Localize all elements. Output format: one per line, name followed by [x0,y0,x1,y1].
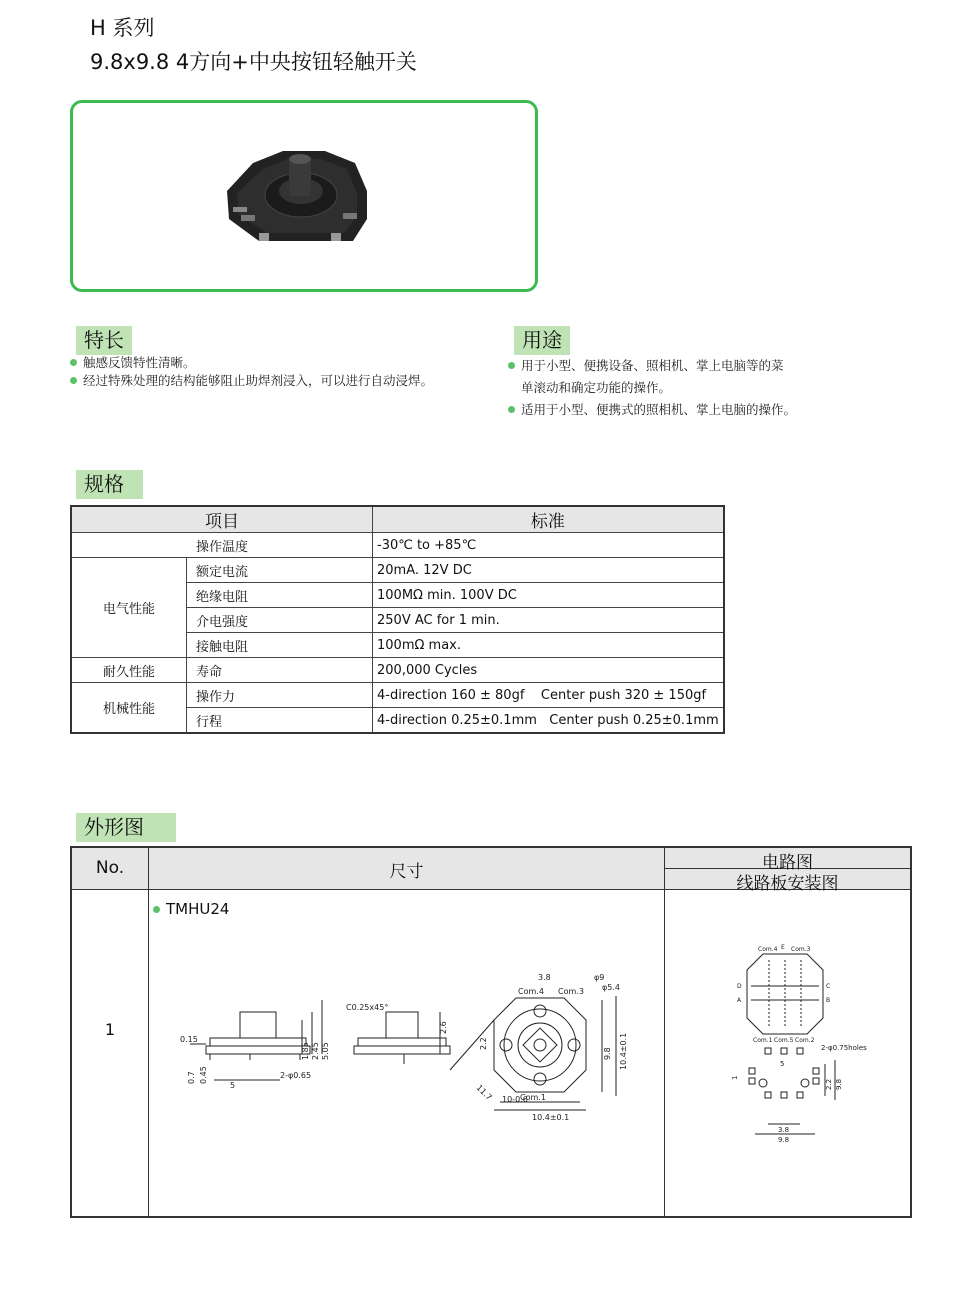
dimension-drawing [150,960,650,1130]
col-divider-2 [664,848,665,1216]
insulation-value: 100MΩ min. 100V DC [373,583,724,608]
life-value: 200,000 Cycles [373,658,724,683]
row-number: 1 [104,1020,116,1039]
model-label: TMHU24 [153,900,229,918]
contact-label: 接触电阻 [187,633,373,658]
svg-text:2-φ0.65: 2-φ0.65 [280,1071,312,1080]
svg-text:10-0.6: 10-0.6 [502,1095,528,1104]
svg-text:5.05: 5.05 [321,1042,330,1060]
svg-text:5: 5 [230,1081,236,1090]
svg-text:2.6: 2.6 [439,1021,448,1034]
product-photo [73,103,535,289]
rated-current-label: 额定电流 [187,558,373,583]
feature-item: 触感反馈特性清晰。 [70,352,433,374]
col-circuit-header: 电路图 [762,853,813,873]
contact-value: 100mΩ max. [373,633,724,658]
svg-text:D: D [737,983,742,990]
svg-text:1.85: 1.85 [301,1042,310,1060]
svg-text:10.4±0.1: 10.4±0.1 [532,1113,570,1122]
spec-table [70,505,725,734]
op-temp-value: -30℃ to +85℃ [373,533,724,558]
svg-text:2.2: 2.2 [479,1037,488,1050]
col-no-header: No. [95,858,125,878]
svg-text:Com.4: Com.4 [758,946,778,953]
svg-text:2.45: 2.45 [311,1042,320,1060]
force-value: 4-direction 160 ± 80gf Center push 320 ± 150gf [373,683,724,708]
svg-text:Com.1: Com.1 [520,1093,546,1102]
svg-text:Com.1: Com.1 [753,1037,773,1044]
dielectric-value: 250V AC for 1 min. [373,608,724,633]
svg-text:0.15: 0.15 [180,1035,198,1044]
uses-list [508,355,796,421]
svg-text:0.45: 0.45 [199,1066,208,1084]
features-list [70,352,433,392]
svg-text:C: C [826,983,831,990]
travel-value: 4-direction 0.25±0.1mm Center push 0.25±0.1mm [373,708,724,734]
product-subtitle: 9.8x9.8 4方向+中央按钮轻触开关 [90,50,417,74]
use-item-cont: 单滚动和确定功能的操作。 [521,380,672,395]
svg-text:1: 1 [731,1075,739,1080]
mech-group: 机械性能 [71,683,187,734]
circuit-pcb-drawing [725,940,885,1145]
series-title: H 系列 [90,16,155,40]
svg-text:3.8: 3.8 [538,973,551,982]
svg-text:2.2: 2.2 [825,1078,833,1090]
bullet-icon [153,906,160,913]
col-size-header: 尺寸 [389,862,424,882]
spec-tag: 规格 [76,470,143,499]
col-pcb-header: 线路板安装图 [736,874,839,894]
travel-label: 行程 [187,708,373,734]
force-label: 操作力 [187,683,373,708]
svg-text:φ9: φ9 [594,973,605,982]
svg-text:Com.4: Com.4 [518,987,544,996]
product-photo-frame [70,100,538,292]
insulation-label: 绝缘电阻 [187,583,373,608]
svg-text:11.7: 11.7 [474,1083,494,1103]
svg-text:0.7: 0.7 [187,1071,196,1084]
svg-text:φ5.4: φ5.4 [602,983,620,992]
svg-text:Com.3: Com.3 [558,987,584,996]
svg-text:Com.5: Com.5 [774,1037,794,1044]
svg-text:5: 5 [780,1060,785,1068]
svg-text:9.8: 9.8 [603,1047,612,1060]
feature-item: 经过特殊处理的结构能够阻止助焊剂浸入，可以进行自动浸焊。 [70,370,433,392]
svg-text:9.8: 9.8 [778,1136,790,1144]
bullet-icon [70,359,77,366]
bullet-icon [508,362,515,369]
outline-tag: 外形图 [76,813,176,842]
rated-current-value: 20mA. 12V DC [373,558,724,583]
svg-text:10.4±0.1: 10.4±0.1 [619,1032,628,1070]
op-temp-label: 操作温度 [71,533,373,558]
svg-text:2-φ0.75holes: 2-φ0.75holes [821,1044,867,1052]
svg-text:C0.25x45°: C0.25x45° [346,1003,389,1012]
uses-tag: 用途 [514,326,570,355]
bullet-icon [70,377,77,384]
svg-text:9.8: 9.8 [835,1078,843,1090]
svg-text:E: E [781,944,785,951]
durability-group: 耐久性能 [71,658,187,683]
elec-group: 电气性能 [71,558,187,658]
dielectric-label: 介电强度 [187,608,373,633]
features-tag: 特长 [76,326,132,355]
use-item: 用于小型、便携设备、照相机、掌上电脑等的菜 [508,355,796,377]
bullet-icon [508,406,515,413]
life-label: 寿命 [187,658,373,683]
svg-text:A: A [737,997,742,1004]
use-item: 适用于小型、便携式的照相机、掌上电脑的操作。 [508,399,796,421]
svg-text:Com.3: Com.3 [791,946,811,953]
col-item-header: 项目 [71,506,373,533]
col-divider-1 [148,848,149,1216]
svg-text:B: B [826,997,831,1004]
svg-text:3.8: 3.8 [778,1126,790,1134]
col-std-header: 标准 [373,506,724,533]
svg-text:Com.2: Com.2 [795,1037,815,1044]
